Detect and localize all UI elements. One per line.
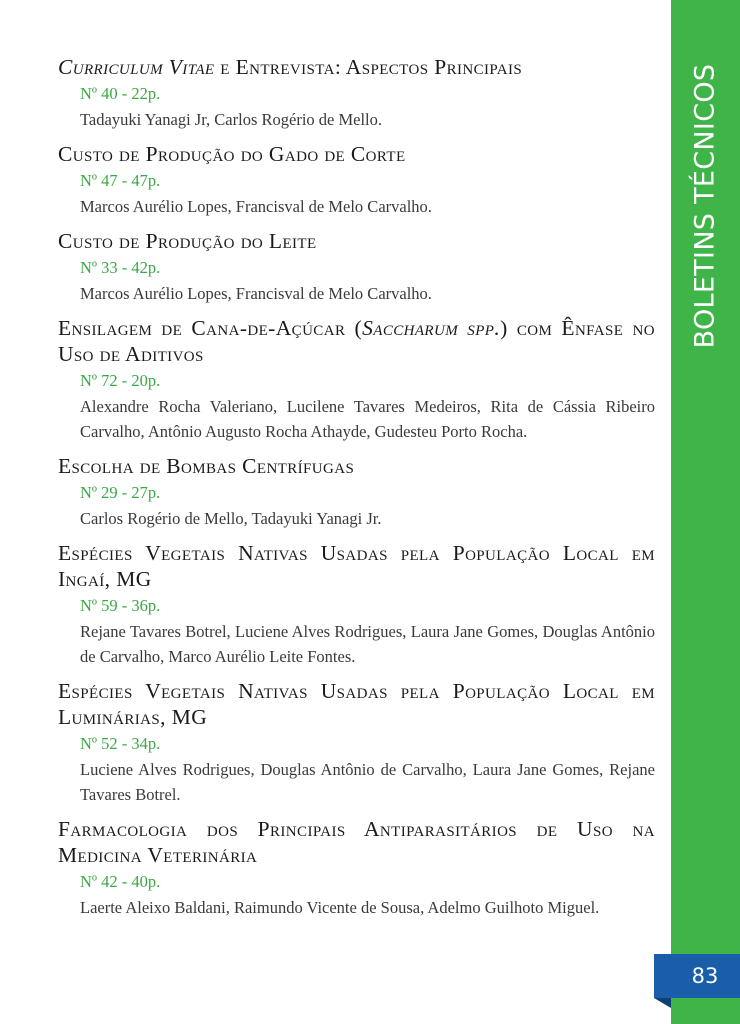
bulletin-title: Custo de Produção do Leite bbox=[58, 229, 317, 253]
bulletin-entry bbox=[58, 228, 655, 306]
bulletin-authors: Marcos Aurélio Lopes, Francisval de Melo Carvalho. bbox=[80, 197, 432, 216]
title-text: Ensilagem de Cana-de-Açúcar ( bbox=[58, 316, 363, 340]
bulletin-authors: Laerte Aleixo Baldani, Raimundo Vicente de Sousa, Adelmo Guilhoto Miguel. bbox=[80, 898, 600, 917]
bulletin-entry bbox=[58, 540, 655, 669]
bulletin-authors: Marcos Aurélio Lopes, Francisval de Melo Carvalho. bbox=[80, 284, 432, 303]
page-number-fold bbox=[654, 998, 671, 1008]
bulletin-list bbox=[58, 54, 655, 929]
bulletin-authors: Alexandre Rocha Valeriano, Lucilene Tavares Medeiros, Rita de Cássia Ribeiro Carvalho, Antônio Augusto Rocha Athayde, Gudesteu Porto Rocha. bbox=[80, 397, 655, 441]
bulletin-title: Espécies Vegetais Nativas Usadas pela População Local em Ingaí, MG bbox=[58, 541, 655, 591]
bulletin-number-pages: Nº 47 - 47p. bbox=[80, 171, 161, 190]
bulletin-entry bbox=[58, 678, 655, 807]
title-text: e Entrevista: Aspectos Principais bbox=[214, 55, 523, 79]
bulletin-number-pages: Nº 52 - 34p. bbox=[80, 734, 161, 753]
bulletin-number-pages: Nº 59 - 36p. bbox=[80, 596, 161, 615]
bulletin-title bbox=[58, 54, 655, 80]
bulletin-title: Escolha de Bombas Centrífugas bbox=[58, 454, 355, 478]
title-italic-part: Saccharum spp. bbox=[362, 316, 501, 340]
bulletin-title: Espécies Vegetais Nativas Usadas pela População Local em Luminárias, MG bbox=[58, 679, 655, 729]
page-number: 83 bbox=[691, 964, 719, 988]
bulletin-authors: Tadayuki Yanagi Jr, Carlos Rogério de Mello. bbox=[80, 110, 383, 129]
title-italic-part: Curriculum Vitae bbox=[58, 55, 215, 79]
title-text: ) com Ênfase no Uso de Aditivos bbox=[58, 316, 655, 366]
bulletin-number-pages: Nº 72 - 20p. bbox=[80, 371, 161, 390]
bulletin-title: Custo de Produção do Gado de Corte bbox=[58, 142, 406, 166]
bulletin-title bbox=[58, 315, 655, 367]
bulletin-authors: Rejane Tavares Botrel, Luciene Alves Rodrigues, Laura Jane Gomes, Douglas Antônio de Carvalho, Marco Aurélio Leite Fontes. bbox=[80, 622, 655, 666]
bulletin-authors: Luciene Alves Rodrigues, Douglas Antônio de Carvalho, Laura Jane Gomes, Rejane Tavares Botrel. bbox=[80, 760, 655, 804]
bulletin-entry bbox=[58, 453, 655, 531]
section-title: BOLETINS TÉCNICOS bbox=[689, 63, 721, 349]
bulletin-number-pages: Nº 29 - 27p. bbox=[80, 483, 161, 502]
bulletin-entry bbox=[58, 315, 655, 444]
bulletin-entry bbox=[58, 54, 655, 132]
bulletin-number-pages: Nº 42 - 40p. bbox=[80, 872, 161, 891]
bulletin-number-pages: Nº 40 - 22p. bbox=[80, 84, 161, 103]
bulletin-authors: Carlos Rogério de Mello, Tadayuki Yanagi Jr. bbox=[80, 509, 382, 528]
bulletin-entry bbox=[58, 816, 655, 920]
bulletin-title: Farmacologia dos Principais Antiparasitários de Uso na Medicina Veterinária bbox=[58, 817, 655, 867]
bulletin-number-pages: Nº 33 - 42p. bbox=[80, 258, 161, 277]
bulletin-entry bbox=[58, 141, 655, 219]
